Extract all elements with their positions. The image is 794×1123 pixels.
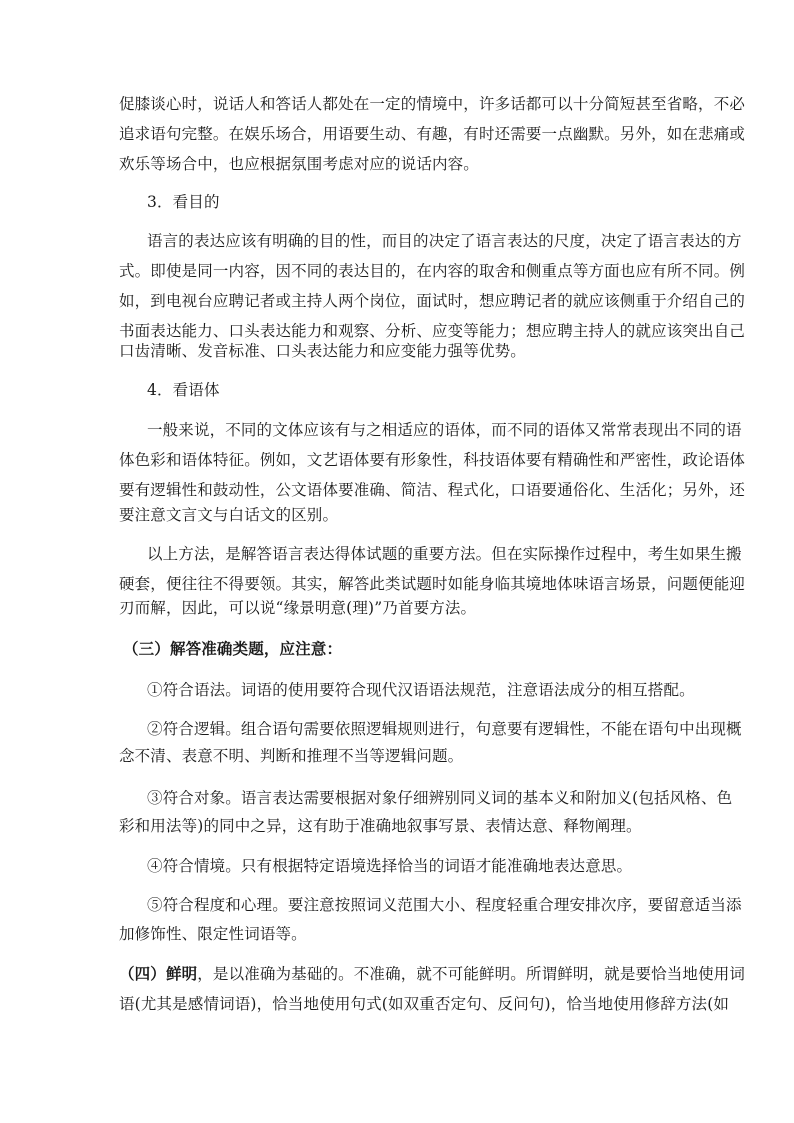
text-line: 彩和用法等)的同中之异，这有助于准确地叙事写景、表情达意、释物阐理。	[119, 817, 642, 835]
text-line: 加修饰性、限定性词语等。	[119, 925, 307, 943]
text-line: 如，到电视台应聘记者或主持人两个岗位，面试时，想应聘记者的就应该侧重于介绍自己的	[119, 292, 746, 310]
text-line: 要注意文言文与白话文的区别。	[119, 506, 339, 524]
text-line: 硬套，便往往不得要领。其实，解答此类试题时如能身临其境地体味语言场景，问题便能迎	[119, 575, 746, 593]
text-line: 以上方法，是解答语言表达得体试题的重要方法。但在实际操作过程中，考生如果生搬	[147, 545, 742, 563]
text-line: 促膝谈心时，说话人和答话人都处在一定的情境中，许多话都可以十分简短甚至省略，不必	[119, 95, 746, 113]
rule-context: ④符合情境。只有根据特定语境选择恰当的词语才能准确地表达意思。	[147, 857, 633, 875]
text-line: ③符合对象。语言表达需要根据对象仔细辨别同义词的基本义和附加义(包括风格、色	[147, 789, 733, 807]
text-line	[119, 964, 746, 984]
text-line: ⑤符合程度和心理。要注意按照词义范围大小、程度轻重合理安排次序，要留意适当添	[147, 896, 742, 914]
text-line: 语(尤其是感情词语)，恰当地使用句式(如双重否定句、反问句)，恰当地使用修辞方法(如	[119, 995, 730, 1013]
text-line: 欢乐等场合中，也应根据氛围考虑对应的说话内容。	[119, 155, 479, 173]
text-line: 追求语句完整。在娱乐场合，用语要生动、有趣，有时还需要一点幽默。另外，如在悲痛或	[119, 125, 746, 143]
text-line: 一般来说，不同的文体应该有与之相适应的语体，而不同的语体又常常表现出不同的语	[147, 421, 742, 439]
section-heading-vividness: （四）鲜明	[119, 964, 198, 983]
text-line: 语言的表达应该有明确的目的性，而目的决定了语言表达的尺度，决定了语言表达的方	[147, 232, 742, 250]
text-line: ②符合逻辑。组合语句需要依照逻辑规则进行，句意要有逻辑性，不能在语句中出现概	[147, 720, 742, 738]
text-line: 口齿清晰、发音标准、口头表达能力和应变能力强等优势。	[119, 342, 526, 360]
text-line: 刃而解，因此，可以说“缘景明意(理)”乃首要方法。	[119, 599, 477, 617]
text-line: 式。即使是同一内容，因不同的表达目的，在内容的取舍和侧重点等方面也应有所不同。例	[119, 262, 746, 280]
text-line: 体色彩和语体特征。例如，文艺语体要有形象性，科技语体要有精确性和严密性，政论语体	[119, 451, 746, 469]
subheading-style: 4．看语体	[147, 381, 220, 399]
subheading-purpose: 3．看目的	[147, 193, 220, 211]
rule-grammar: ①符合语法。词语的使用要符合现代汉语语法规范，注意语法成分的相互搭配。	[147, 681, 695, 699]
text-line: 要有逻辑性和鼓动性，公文语体要准确、简洁、程式化，口语要通俗化、生活化；另外，还	[119, 481, 746, 499]
text-line: 书面表达能力、口头表达能力和观察、分析、应变等能力；想应聘主持人的就应该突出自己	[119, 322, 746, 340]
section-heading-accuracy: （三）解答准确类题，应注意：	[123, 639, 343, 658]
text-run: ，是以准确为基础的。不准确，就不可能鲜明。所谓鲜明，就是要恰当地使用词	[197, 965, 746, 983]
text-line: 念不清、表意不明、判断和推理不当等逻辑问题。	[119, 747, 464, 765]
